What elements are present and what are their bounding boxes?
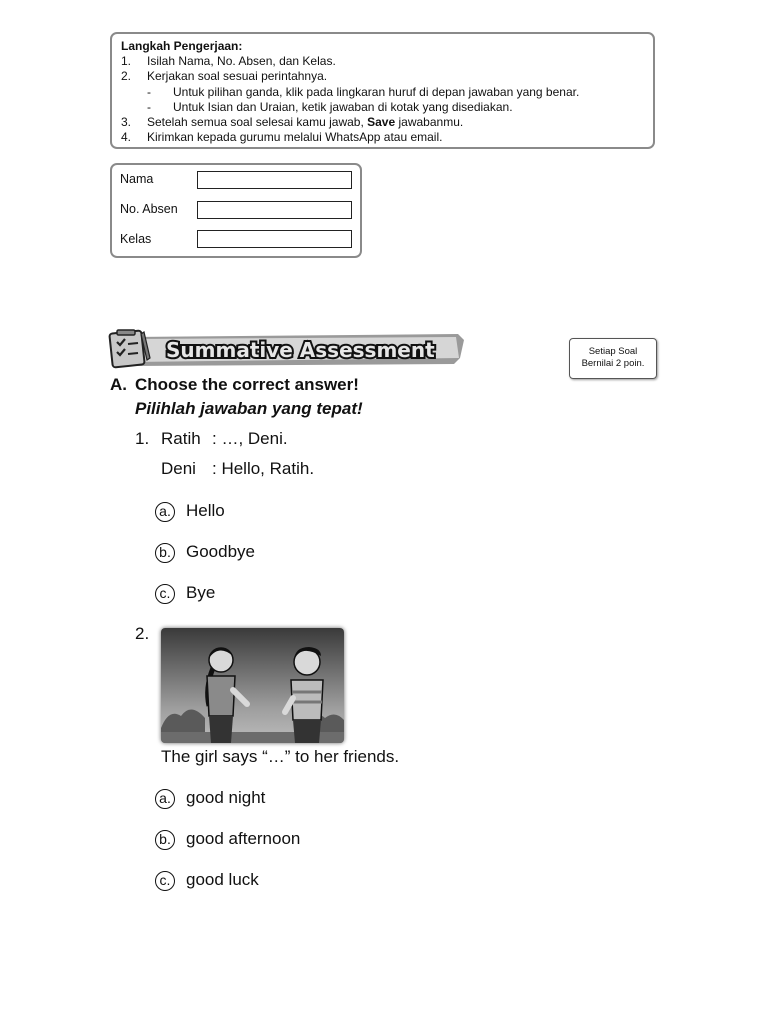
option-a-radio[interactable]: a.	[155, 502, 175, 522]
section-letter: A.	[110, 375, 127, 394]
banner-graphic	[108, 328, 468, 370]
option-c-label: good luck	[186, 870, 259, 889]
instruction-subitem: - Untuk Isian dan Uraian, ketik jawaban di kotak yang disediakan.	[147, 99, 513, 114]
dialog-speaker: Deni	[161, 459, 196, 478]
dialog-text: : Hello, Ratih.	[212, 459, 315, 478]
instructions-box	[110, 32, 655, 149]
class-label: Kelas	[120, 232, 152, 246]
name-label: Nama	[120, 172, 154, 186]
instruction-item: 3. Setelah semua soal selesai kamu jawab, Save jawabanmu.	[121, 115, 464, 130]
name-field[interactable]	[197, 171, 352, 189]
dialog-text: : …, Deni.	[212, 429, 288, 448]
class-field[interactable]	[197, 230, 352, 248]
option-a-label: good night	[186, 788, 266, 807]
absen-field[interactable]	[197, 201, 352, 219]
question-prompt: The girl says “…” to her friends.	[161, 747, 400, 766]
instruction-subitem: - Untuk pilihan ganda, klik pada lingkaran huruf di depan jawaban yang benar.	[147, 84, 580, 99]
section-subtitle: Pilihlah jawaban yang tepat!	[135, 399, 363, 418]
summative-assessment-banner	[108, 328, 468, 370]
instructions-title: Langkah Pengerjaan:	[121, 39, 243, 53]
instruction-item: 2. Kerjakan soal sesuai perintahnya.	[121, 69, 328, 84]
option-c-radio[interactable]: c.	[155, 584, 175, 604]
banner-title: Summative Assessment	[166, 338, 435, 362]
question-number: 1.	[135, 429, 150, 448]
option-b-label: Goodbye	[186, 542, 255, 561]
option-c-radio[interactable]: c.	[155, 871, 175, 891]
option-c-label: Bye	[186, 583, 216, 602]
instruction-item: 4. Kirimkan kepada gurumu melalui WhatsApp atau email.	[121, 130, 443, 145]
option-b-label: good afternoon	[186, 829, 301, 848]
identity-box	[110, 163, 362, 258]
absen-label: No. Absen	[120, 202, 178, 216]
option-b-radio[interactable]: b.	[155, 543, 175, 563]
question-number: 2.	[135, 624, 150, 643]
section-title: Choose the correct answer!	[135, 375, 359, 394]
option-b-radio[interactable]: b.	[155, 830, 175, 850]
checklist-icon	[109, 330, 150, 368]
score-note: Setiap Soal Bernilai 2 poin.	[569, 338, 657, 379]
instruction-item: 1. Isilah Nama, No. Absen, dan Kelas.	[121, 54, 336, 69]
dialog-speaker: Ratih	[161, 429, 201, 448]
two-children-illustration	[161, 628, 344, 743]
greeting-scene-image	[161, 628, 344, 743]
option-a-label: Hello	[186, 501, 225, 520]
option-a-radio[interactable]: a.	[155, 789, 175, 809]
